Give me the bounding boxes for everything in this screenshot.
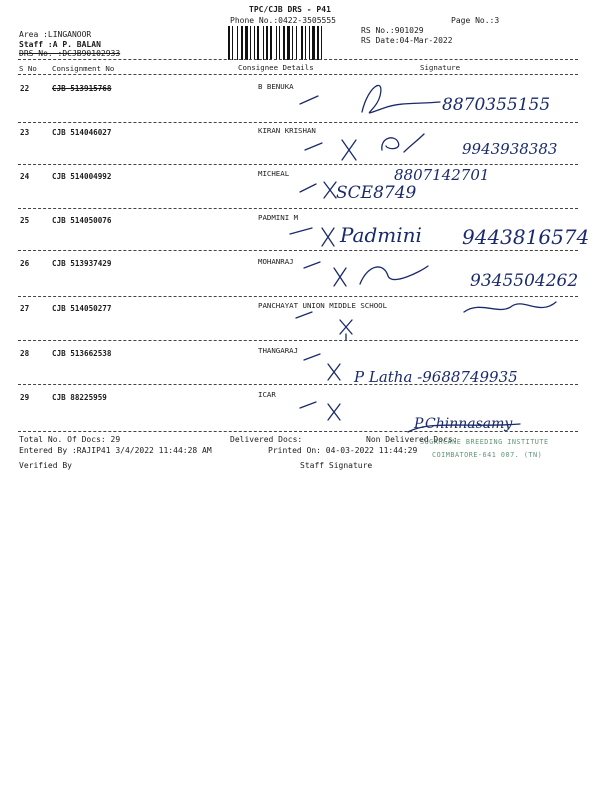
institute-stamp-line2: COIMBATORE-641 007. (TN): [432, 451, 543, 459]
row-consignment: CJB 514004992: [52, 172, 112, 181]
row-consignment: CJB 513662538: [52, 349, 112, 358]
signature-text: 9943938383: [462, 140, 558, 158]
signature-text: Padmini: [340, 223, 422, 247]
row-consignee: MICHEAL: [258, 169, 290, 178]
institute-stamp-line1: SUGARCANE BREEDING INSTITUTE: [420, 438, 549, 446]
col-consignment: Consignment No: [52, 64, 115, 73]
row-consignment: CJB 88225959: [52, 393, 107, 402]
row-consignee: KIRAN KRISHAN: [258, 126, 316, 135]
staff-label: Staff :A P. BALAN: [19, 40, 101, 49]
row-sno: 28: [20, 349, 30, 358]
row-sno: 29: [20, 393, 30, 402]
row-consignment: CJB 514046027: [52, 128, 112, 137]
page-number: Page No.:3: [451, 16, 500, 25]
rs-date: RS Date:04-Mar-2022: [361, 36, 453, 45]
signature-text: SCE8749: [336, 183, 417, 203]
row-sno: 22: [20, 84, 30, 93]
row-consignee: ICAR: [258, 390, 276, 399]
total-docs: Total No. Of Docs: 29: [19, 435, 121, 444]
row-consignment: CJB 514050076: [52, 216, 112, 225]
signature-text: 8807142701: [394, 166, 490, 184]
col-sno: S No: [19, 64, 37, 73]
row-consignment: CJB 514050277: [52, 304, 112, 313]
area-label: Area :LINGANOOR: [19, 30, 92, 39]
printed-on: Printed On: 04-03-2022 11:44:29: [268, 446, 418, 455]
row-consignee: B BENUKA: [258, 82, 294, 91]
row-consignee: THANGARAJ: [258, 346, 299, 355]
row-sno: 24: [20, 172, 30, 181]
row-sno: 27: [20, 304, 30, 313]
staff-signature: Staff Signature: [300, 461, 373, 470]
entered-by: Entered By :RAJIP41 3/4/2022 11:44:28 AM: [19, 446, 212, 455]
verified-by: Verified By: [19, 461, 72, 470]
signature-text: 8870355155: [442, 95, 551, 115]
row-sno: 25: [20, 216, 30, 225]
row-consignment: CJB 513937429: [52, 259, 112, 268]
drs-number: DRS No. :DCJB90102933: [19, 49, 121, 58]
signature-text: 9443816574: [462, 225, 590, 249]
delivered-docs: Delivered Docs:: [230, 435, 303, 444]
non-delivered-docs: Non Delivered Docs:: [366, 435, 458, 444]
rs-number: RS No.:901029: [361, 26, 424, 35]
signature-text: 9345504262: [470, 271, 579, 291]
col-consignee: Consignee Details: [238, 63, 314, 72]
row-consignee: MOHANRAJ: [258, 257, 294, 266]
row-consignee: PANCHAYAT UNION MIDDLE SCHOOL: [258, 301, 388, 310]
phone-number: Phone No.:0422-3505555: [230, 16, 336, 25]
row-consignee: PADMINI M: [258, 213, 299, 222]
row-sno: 26: [20, 259, 30, 268]
signature-text: P.Chinnasamy: [414, 416, 513, 432]
col-signature: Signature: [420, 63, 461, 72]
row-sno: 23: [20, 128, 30, 137]
signature-text: P Latha -9688749935: [354, 368, 518, 386]
report-title: TPC/CJB DRS - P41: [249, 5, 331, 14]
row-consignment: CJB 513915768: [52, 84, 112, 93]
